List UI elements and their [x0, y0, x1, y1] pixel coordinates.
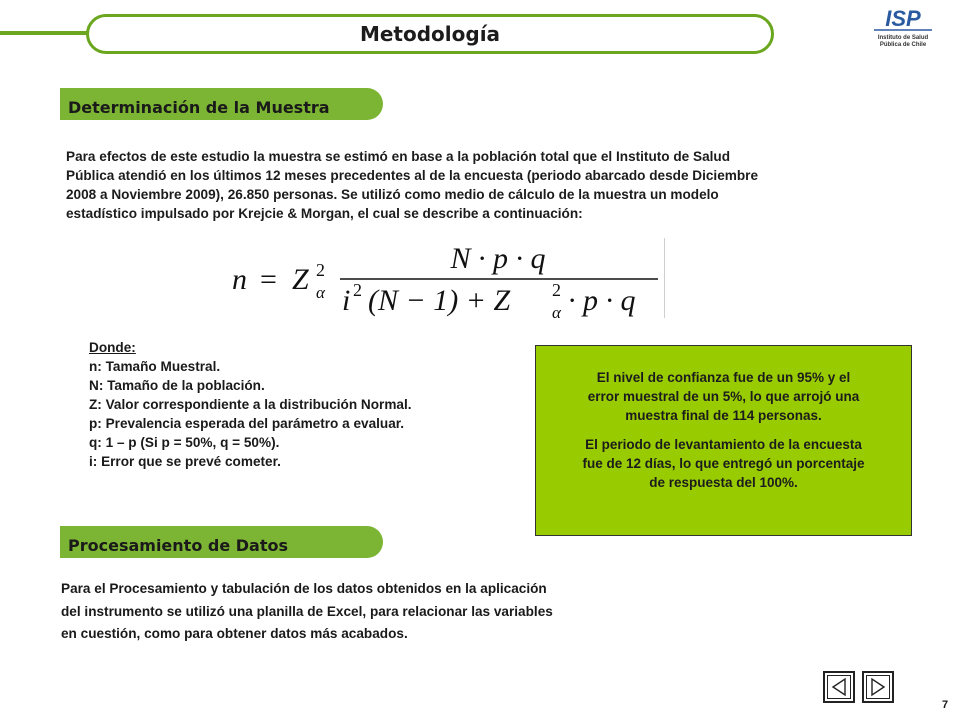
- paragraph-line: estadístico impulsado por Krejcie & Morgan, el cual se describe a continuación:: [66, 206, 583, 221]
- section-heading-procesamiento: Procesamiento de Datos: [68, 536, 288, 555]
- definition-item: n: Tamaño Muestral.: [89, 359, 221, 374]
- formula-den-i: i: [342, 284, 351, 317]
- formula-z-sub: α: [316, 283, 325, 302]
- formula-divider: [664, 238, 665, 318]
- callout-line: de respuesta del 100%.: [649, 475, 798, 490]
- formula-den-i-sup: 2: [353, 280, 362, 300]
- title-accent-line: [0, 31, 90, 35]
- variable-definitions: [89, 338, 529, 471]
- formula-den-z-sup: 2: [552, 280, 561, 300]
- paragraph-line: 2008 a Noviembre 2009), 26.850 personas. Se utilizó como medio de cálculo de la muestra un modelo: [66, 187, 719, 202]
- paragraph-line: del instrumento se utilizó una planilla de Excel, para relacionar las variables: [61, 603, 553, 619]
- paragraph-line: Pública atendió en los últimos 12 meses precedentes al de la encuesta (periodo abarcado desde Diciembre: [66, 168, 759, 183]
- results-callout-box: [535, 345, 912, 536]
- next-slide-button[interactable]: [862, 671, 894, 703]
- isp-logo: [868, 6, 938, 52]
- triangle-left-icon: [827, 675, 851, 699]
- paragraph-line: Para efectos de este estudio la muestra se estimó en base a la población total que el Instituto de Salud: [66, 149, 731, 164]
- definition-item: q: 1 – p (Si p = 50%, q = 50%).: [89, 435, 280, 450]
- muestra-paragraph: [66, 147, 896, 223]
- formula-z: Z: [292, 263, 309, 296]
- definition-item: p: Prevalencia esperada del parámetro a evaluar.: [89, 416, 405, 431]
- section-heading-muestra: Determinación de la Muestra: [68, 98, 330, 117]
- paragraph-line: en cuestión, como para obtener datos más acabados.: [61, 626, 408, 641]
- paragraph-line: Para el Procesamiento y tabulación de los datos obtenidos en la aplicación: [61, 581, 547, 596]
- definition-item: Z: Valor correspondiente a la distribución Normal.: [89, 397, 412, 412]
- logo-line1: Instituto de Salud: [877, 35, 929, 41]
- callout-line: El periodo de levantamiento de la encuesta: [585, 437, 862, 452]
- formula-den-end: · p · q: [568, 284, 636, 317]
- title-banner: [86, 14, 774, 54]
- previous-slide-button[interactable]: [823, 671, 855, 703]
- page-title: Metodología: [359, 22, 501, 46]
- callout-line: El nivel de confianza fue de un 95% y el: [596, 370, 851, 385]
- page-number: 7: [942, 699, 949, 711]
- formula-lhs: n: [232, 263, 247, 296]
- callout-line: error muestral de un 5%, lo que arrojó una: [587, 389, 860, 404]
- formula-den-mid: (N − 1) + Z: [368, 284, 511, 317]
- triangle-right-icon: [866, 675, 890, 699]
- callout-line: muestra final de 114 personas.: [625, 408, 822, 423]
- section-heading-bar-muestra: [60, 88, 383, 120]
- procesamiento-paragraph: [61, 578, 671, 646]
- formula-equals: =: [260, 263, 277, 296]
- formula-numerator: N · p · q: [450, 242, 546, 275]
- logo-mark: ISP: [885, 6, 921, 31]
- donde-title: Donde:: [89, 340, 136, 355]
- definition-item: N: Tamaño de la población.: [89, 378, 265, 393]
- logo-line2: Pública de Chile: [879, 42, 927, 48]
- sample-size-formula: [230, 238, 660, 318]
- section-heading-bar-procesamiento: [60, 526, 383, 558]
- definition-item: i: Error que se prevé cometer.: [89, 454, 281, 469]
- callout-line: fue de 12 días, lo que entregó un porcentaje: [582, 456, 865, 471]
- formula-z-sup: 2: [316, 260, 325, 280]
- formula-den-z-sub: α: [552, 303, 561, 318]
